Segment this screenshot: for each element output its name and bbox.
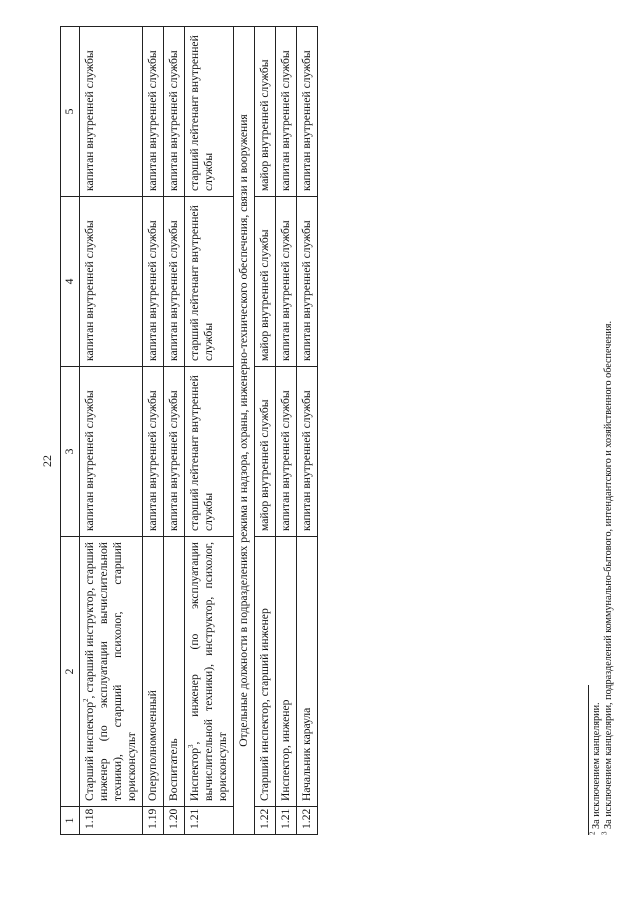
rank-cell-col4: старший лейтенант внутренней службы <box>185 197 234 367</box>
table-row <box>80 27 143 835</box>
footnote-3: $^3$ За исключением канцелярии, подразделений коммунально-бытового, интендантского и хозяйственного обеспечения. <box>600 320 614 835</box>
rank-cell-col5: капитан внутренней службы <box>276 27 297 197</box>
rank-cell-col5: старший лейтенант внутренней службы <box>185 27 234 197</box>
position-cell: Инспектор, инженер <box>276 537 297 807</box>
row-number: 1.21 <box>276 807 297 835</box>
rank-cell-col3: капитан внутренней службы <box>80 367 143 537</box>
position-cell: Воспитатель <box>164 537 185 807</box>
footnote-2: $^2$ За исключением канцелярии. <box>588 702 602 835</box>
position-cell: Начальник караула <box>297 537 318 807</box>
rank-cell-col4: капитан внутренней службы <box>164 197 185 367</box>
rank-cell-col5: майор внутренней службы <box>255 27 276 197</box>
row-number: 1.22 <box>297 807 318 835</box>
section-heading-row <box>234 27 255 835</box>
rank-cell-col4: майор внутренней службы <box>255 197 276 367</box>
row-number: 1.18 <box>80 807 143 835</box>
table-row <box>297 27 318 835</box>
rank-cell-col3: капитан внутренней службы <box>164 367 185 537</box>
rank-cell-col3: старший лейтенант внутренней службы <box>185 367 234 537</box>
rank-cell-col4: капитан внутренней службы <box>143 197 164 367</box>
header-col-2: 2 <box>61 537 80 807</box>
rank-cell-col3: капитан внутренней службы <box>276 367 297 537</box>
row-number: 1.20 <box>164 807 185 835</box>
table-row <box>143 27 164 835</box>
row-number: 1.19 <box>143 807 164 835</box>
footnote-divider <box>588 685 589 835</box>
rank-cell-col4: капитан внутренней службы <box>80 197 143 367</box>
position-cell: Оперуполномоченный <box>143 537 164 807</box>
rank-cell-col4: капитан внутренней службы <box>297 197 318 367</box>
rank-cell-col5: капитан внутренней службы <box>297 27 318 197</box>
header-col-4: 4 <box>61 197 80 367</box>
header-col-1: 1 <box>61 807 80 835</box>
ranks-table <box>60 26 318 835</box>
rank-cell-col5: капитан внутренней службы <box>80 27 143 197</box>
rank-cell-col5: капитан внутренней службы <box>164 27 185 197</box>
table-row <box>185 27 234 835</box>
row-number: 1.22 <box>255 807 276 835</box>
position-cell: Инспектор$^3$, инженер (по эксплуатации вычислительной техники), инструктор, психолог, юрисконсульт <box>185 537 234 807</box>
header-col-3: 3 <box>61 367 80 537</box>
footnotes <box>588 27 615 835</box>
table-row <box>276 27 297 835</box>
rank-cell-col4: капитан внутренней службы <box>276 197 297 367</box>
rank-cell-col3: капитан внутренней службы <box>143 367 164 537</box>
rank-cell-col3: капитан внутренней службы <box>297 367 318 537</box>
row-number: 1.21 <box>185 807 234 835</box>
table-row <box>164 27 185 835</box>
rank-cell-col5: капитан внутренней службы <box>143 27 164 197</box>
rank-cell-col3: майор внутренней службы <box>255 367 276 537</box>
position-cell: Старший инспектор, старший инженер <box>255 537 276 807</box>
table-header-row <box>61 27 80 835</box>
page-number: 22 <box>40 455 54 467</box>
table-row <box>255 27 276 835</box>
position-cell: Старший инспектор$^2$, старший инструктор, старший инженер (по эксплуатации вычислительной техники), старший психолог, старший юрисконсульт <box>80 537 143 807</box>
header-col-5: 5 <box>61 27 80 197</box>
section-heading: Отдельные должности в подразделениях режима и надзора, охраны, инженерно-технического обеспечения, связи и вооружения <box>234 27 255 835</box>
